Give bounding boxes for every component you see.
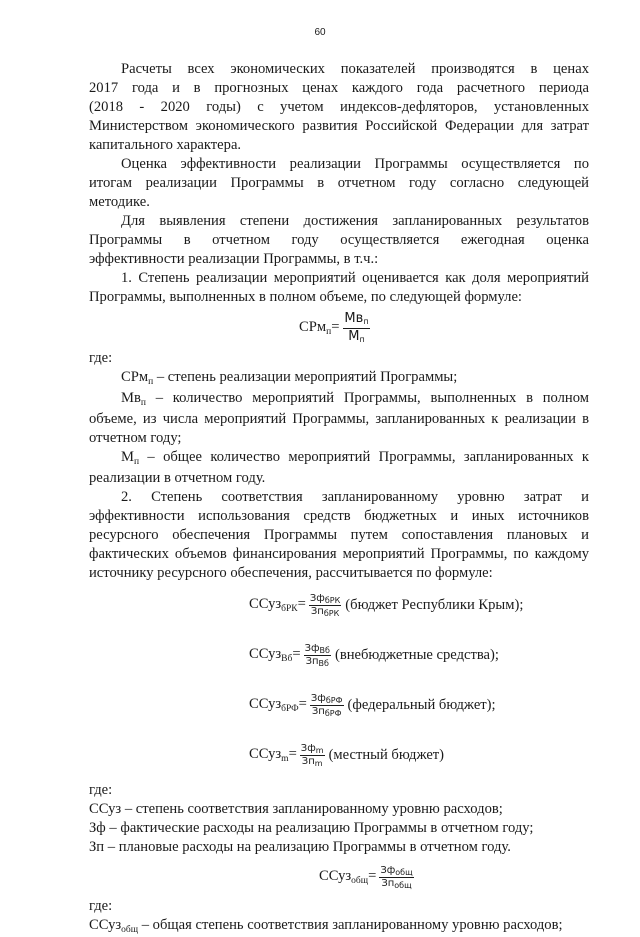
definition-m: $М_п$ – общее количество мероприятий Программы, запланированных к реализации в отчетном году. (89, 449, 589, 486)
formula-srm (299, 307, 589, 349)
definition-zp: Зп – плановые расходы на реализацию Программы в отчетном году. (89, 839, 511, 855)
text-line: итогам реализации Программы в отчетном году согласно следующей (89, 175, 589, 191)
text-line: капитального характера. (89, 137, 242, 153)
where-label: где: (89, 782, 113, 798)
definition-srm: СРм$_п$ – степень реализации мероприятий Программы; (121, 369, 458, 387)
formula-fraction: $\frac{\text{Мвп}}{Мп}$ (344, 310, 369, 344)
text-line: 2017 года и в прогнозных ценах каждого года расчетного периода (89, 80, 589, 96)
paragraph-results (89, 212, 589, 269)
text-line: Министерством экономического развития Российской Федерации для затрат (89, 118, 589, 134)
text-line: Для выявления степени достижения запланированных результатов (121, 213, 589, 229)
text-line: Программы, выполненных в полном объеме, по следующей формуле: (89, 289, 522, 305)
formula-fraction: $\frac{Зф_m}{Зп_m}$ (300, 742, 324, 768)
text-line: эффективности реализации Программы, в т.ч.: (89, 251, 379, 267)
text-line: 2. Степень соответствия запланированному уровню затрат и (121, 489, 589, 505)
where-label: где: (89, 898, 113, 914)
text-line: фактических объемов финансирования мероприятий Программы, по каждому (89, 546, 589, 562)
text-line: эффективности использования средств бюджетных и иных источников (89, 508, 589, 524)
formula-ssuz-total: ССуз$_{общ}$= $\frac{Зф_{общ}}{Зп_{общ}}$ (319, 864, 413, 890)
text-line: 1. Степень реализации мероприятий оценивается как доля мероприятий (121, 270, 589, 286)
formula-ssuz-brk: ССуз$_{бРК}$= $\frac{Зф_{бРК}}{Зп_{бРК}}$ (бюджет Республики Крым); (249, 592, 524, 618)
text-line: Программы в отчетном году осуществляется ежегодная оценка (89, 232, 589, 248)
text-line: ресурсного обеспечения Программы путем сопоставления плановых и (89, 527, 589, 543)
text-line: методике. (89, 194, 150, 210)
definition-ssuz: ССуз – степень соответствия запланированному уровню расходов; (89, 801, 503, 817)
text-line: Оценка эффективности реализации Программы осуществляется по (121, 156, 589, 172)
formula-note: (бюджет Республики Крым); (345, 596, 524, 613)
text-line: источнику ресурсного обеспечения, рассчитывается по формуле: (89, 565, 493, 581)
page-number: 60 (314, 27, 326, 38)
formula-note: (внебюджетные средства); (334, 646, 499, 663)
formula-ssuz-brf: ССуз$_{бРФ}$= $\frac{Зф_{бРФ}}{Зп_{бРФ}}$ (федеральный бюджет); (249, 692, 496, 718)
text-line: (2018 - 2020 годы) с учетом индексов-дефляторов, установленных (89, 99, 589, 115)
definition-mv: $Мв_п$ – количество мероприятий Программы, выполненных в полном объеме, из числа мероприятий Программы, запланированных к реализации в отчетном году; (89, 390, 589, 446)
text-line: реализации в отчетном году. (89, 470, 266, 486)
formula-note: (местный бюджет) (328, 746, 445, 763)
formula-fraction: $\frac{Зф_{бРК}}{Зп_{бРК}}$ (309, 592, 341, 618)
paragraph-prices (89, 60, 589, 155)
formula-note: (федеральный бюджет); (347, 696, 496, 713)
formula-fraction: $\frac{Зф_{общ}}{Зп_{общ}}$ (380, 864, 413, 890)
item-1 (89, 269, 589, 307)
formula-ssuz-m: ССуз$_m$= $\frac{Зф_m}{Зп_m}$ (местный бюджет) (249, 742, 445, 768)
formula-fraction: $\frac{Зф_{бРФ}}{Зп_{бРФ}}$ (310, 692, 343, 718)
where-label: где: (89, 350, 113, 366)
page-content (89, 60, 589, 937)
item-2 (89, 488, 589, 583)
definition-ssuz-total: ССуз$_{общ}$ – общая степень соответствия запланированному уровню расходов; (89, 917, 563, 935)
text-line: Расчеты всех экономических показателей производятся в ценах (121, 61, 589, 77)
paragraph-evaluation (89, 155, 589, 212)
formula-lhs: СРм$_п$= (299, 318, 340, 337)
text-line: отчетном году; (89, 430, 182, 446)
definition-zf: Зф – фактические расходы на реализацию Программы в отчетном году; (89, 820, 534, 836)
formula-fraction: $\frac{Зф_{Вб}}{Зп_{Вб}}$ (304, 642, 330, 668)
text-line: объеме, из числа мероприятий Программы, запланированных к реализации в (89, 411, 589, 427)
formula-ssuz-vb: ССуз$_{Вб}$= $\frac{Зф_{Вб}}{Зп_{Вб}}$ (внебюджетные средства); (249, 642, 499, 668)
